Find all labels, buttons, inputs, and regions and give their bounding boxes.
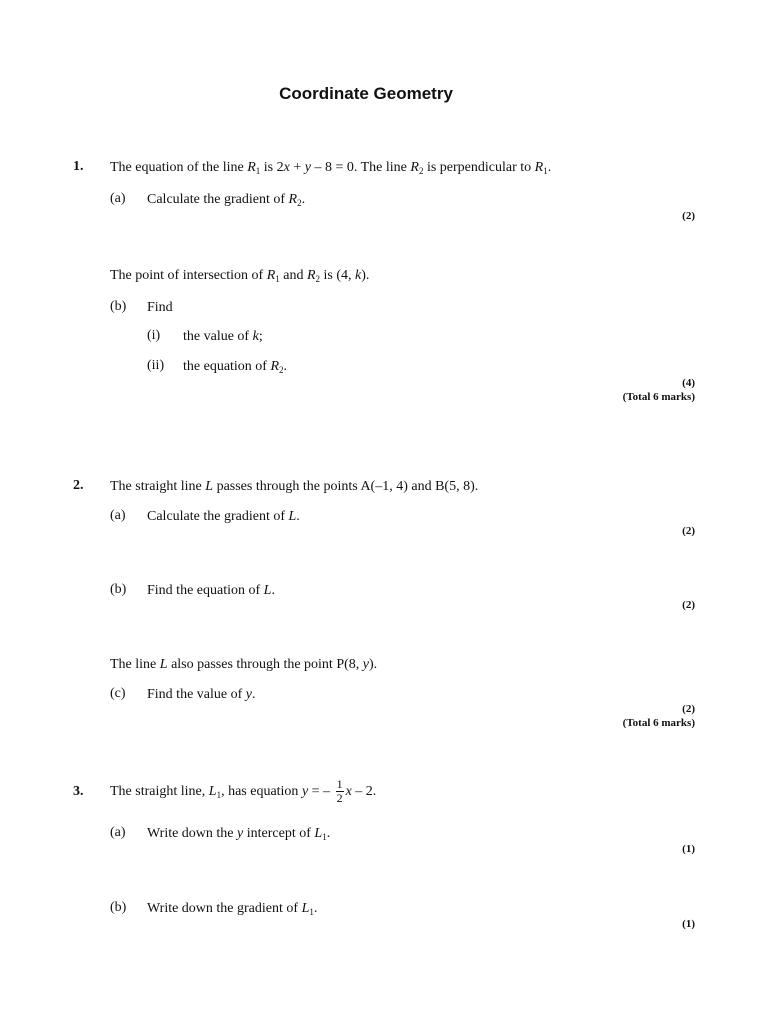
question-1b-ii-text: the equation of $R_2$. (183, 359, 288, 375)
question-1a-label: (a) (110, 191, 126, 206)
question-1-total-marks: (Total 6 marks) (622, 391, 695, 403)
question-3a-marks: (1) (682, 843, 695, 855)
question-2a-label: (a) (110, 508, 126, 523)
question-2a-text: Calculate the gradient of L. (147, 509, 300, 524)
question-3-stem: The straight line, $L_1$, has equation y = – $\frac{1}{2}$ x – 2. (110, 777, 377, 806)
question-3b-label: (b) (110, 900, 127, 915)
question-2b-label: (b) (110, 582, 127, 597)
question-1b-ii-label: (ii) (147, 358, 165, 373)
question-3-number: 3. (73, 784, 84, 799)
question-1-stem: The equation of the line $R_1$ is 2x + y – 8 = 0. The line $R_2$ is perpendicular to $R_1$. (110, 160, 552, 176)
question-2c-label: (c) (110, 686, 126, 701)
question-2b-marks: (2) (682, 599, 695, 611)
question-1b-i-label: (i) (147, 328, 161, 343)
question-1-intersection: The point of intersection of $R_1$ and $R_2$ is (4, k). (110, 268, 370, 284)
question-2b-text: Find the equation of L. (147, 583, 275, 598)
question-2-total-marks: (Total 6 marks) (622, 717, 695, 729)
question-2-stem: The straight line L passes through the points A(–1, 4) and B(5, 8). (110, 479, 479, 494)
question-1a-text: Calculate the gradient of $R_2$. (147, 192, 306, 208)
question-1a-marks: (2) (682, 210, 695, 222)
question-2-number: 2. (73, 478, 84, 493)
question-1b-text: Find (147, 300, 173, 315)
question-2-also-passes: The line L also passes through the point P(8, y). (110, 657, 378, 672)
question-1b-i-text: the value of k; (183, 329, 263, 344)
one-half-fraction: $\frac{1}{2}$ (336, 777, 343, 806)
question-3a-text: Write down the y intercept of $L_1$. (147, 826, 331, 842)
question-2c-marks: (2) (682, 703, 695, 715)
question-2c-text: Find the value of y. (147, 687, 256, 702)
question-3b-text: Write down the gradient of $L_1$. (147, 901, 318, 917)
question-2a-marks: (2) (682, 525, 695, 537)
page-title: Coordinate Geometry (279, 84, 453, 103)
question-3b-marks: (1) (682, 918, 695, 930)
question-1b-marks: (4) (682, 377, 695, 389)
question-1-number: 1. (73, 159, 84, 174)
question-3a-label: (a) (110, 825, 126, 840)
question-1b-label: (b) (110, 299, 127, 314)
